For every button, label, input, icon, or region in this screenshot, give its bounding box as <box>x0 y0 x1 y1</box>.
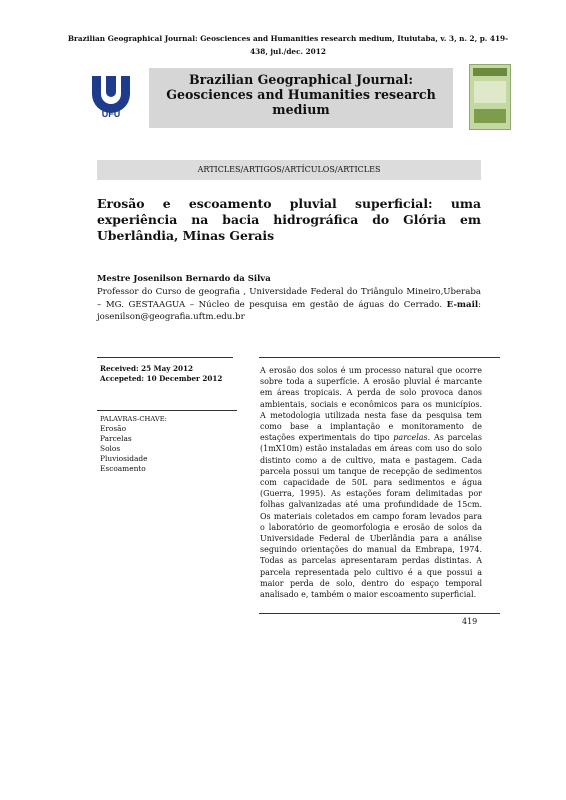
article-title: Erosão e escoamento pluvial superficial: uma experiência na bacia hidrográfica do Glória em Uberlândia, Minas Gerais <box>97 196 481 243</box>
accepted-date: Accepeted: 10 December 2012 <box>100 374 223 383</box>
keyword-item: Pluviosidade <box>100 454 148 463</box>
right-bottom-rule <box>259 613 500 614</box>
keyword-item: Erosão <box>100 424 127 433</box>
logo-text: UFU <box>101 109 121 119</box>
keywords-list <box>100 424 147 474</box>
journal-title: Brazilian Geographical Journal: Geosciences and Humanities research medium <box>166 72 436 117</box>
page-number: 419 <box>462 617 478 626</box>
left-top-rule <box>97 357 233 358</box>
section-label: ARTICLES/ARTIGOS/ARTÍCULOS/ARTICLES <box>97 160 481 180</box>
journal-cover-thumbnail <box>469 64 511 130</box>
received-date: Received: 25 May 2012 <box>100 364 193 373</box>
author-affiliation <box>97 286 481 324</box>
running-head: Brazilian Geographical Journal: Geosciences and Humanities research medium, Ituiutaba, v. 3, n. 2, p. 419-438, jul./dec. 2012 <box>67 34 509 56</box>
email-address: : josenilson@geografia.uftm.edu.br <box>97 299 482 322</box>
keyword-item: Escoamento <box>100 464 146 473</box>
dates-block <box>100 364 222 384</box>
affiliation-text: Professor do Curso de geografia , Universidade Federal do Triângulo Mineiro,Uberaba – MG. GESTAAGUA – Núcleo de pesquisa em gestão de águas do Cerrado. <box>97 287 481 310</box>
abstract-part-2: . As parcelas (1mX10m) estão instaladas em áreas com uso do solo distinto como a de cultivo, mata e pastagem. Cada parcela possui um tanque de recepção de sedimentos com capacidade de 50L para sedimentos e água (Guerra, 1995). As estações foram delimitadas por folhas galvanizadas até uma profundidade de 15cm. Os materiais coletados em campo foram levados para o laboratório de geomorfologia e erosão de solos da Universidade Federal de Uberlândia para a análise seguindo orientações do manual da Embrapa, 1974. Todas as parcelas apresentaram perdas distintas. A parcela representada pelo cultivo é a que possui a maior perda de solo, dentro do espaço temporal analisado e, também o maior escoamento superficial. <box>260 433 482 600</box>
keyword-item: Solos <box>100 444 121 453</box>
keyword-item: Parcelas <box>100 434 132 443</box>
abstract-italic-term: parcelas <box>393 433 428 443</box>
right-top-rule <box>259 357 500 358</box>
abstract-part-1: A erosão dos solos é um processo natural que ocorre sobre toda a superfície. A erosão pluvial é marcante em áreas tropicais. A perda de solo provoca danos ambientais, sociais e econômicos para os municípios. A metodologia utilizada nesta fase da pesquisa tem como base a implantação e monitoramento de estações experimentais do tipo <box>260 366 482 443</box>
keywords-rule <box>97 410 237 411</box>
ufu-logo-icon <box>88 72 134 130</box>
abstract-text <box>260 365 482 600</box>
author-name: Mestre Josenilson Bernardo da Silva <box>97 274 271 284</box>
email-label: E-mail <box>446 299 479 310</box>
keywords-heading: PALAVRAS-CHAVE: <box>100 415 167 423</box>
